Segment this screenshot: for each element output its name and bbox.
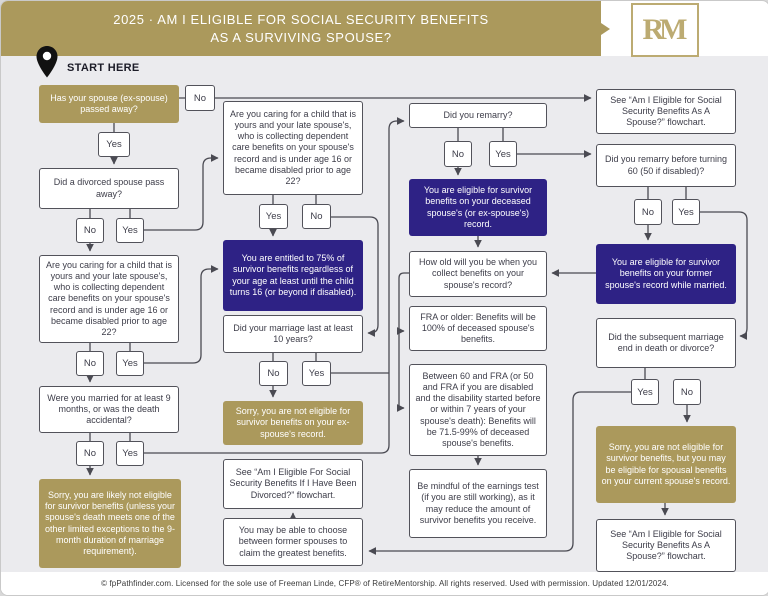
q-married-9-months: Were you married for at least 9 months, or was the death accidental?	[39, 386, 179, 433]
yes-chip-remarry: Yes	[489, 141, 517, 167]
start-here	[35, 45, 139, 79]
yes-chip-before-60: Yes	[672, 199, 700, 225]
q-remarry-before-60: Did you remarry before turning 60 (50 if disabled)?	[596, 144, 736, 187]
no-chip-subsequent: No	[673, 379, 701, 405]
start-here-label: START HERE	[67, 62, 140, 74]
page-title-line2: AS A SURVIVING SPOUSE?	[210, 29, 392, 45]
no-chip-9-months: No	[76, 441, 104, 466]
note-choose-between-spouses: You may be able to choose between former spouses to claim the greatest benefits.	[223, 518, 363, 566]
q-how-old-collect: How old will you be when you collect benefits on your spouse's record?	[409, 251, 547, 297]
yes-chip-subsequent: Yes	[631, 379, 659, 405]
outcome-eligible-former: You are eligible for survivor benefits on your former spouse's record while married.	[596, 244, 736, 304]
no-chip-remarry: No	[444, 141, 472, 167]
yes-chip-spouse-passed: Yes	[98, 132, 130, 157]
q-spouse-passed: Has your spouse (ex-spouse) passed away?	[39, 85, 179, 123]
no-chip-before-60: No	[634, 199, 662, 225]
page-title-line1: 2025 · AM I ELIGIBLE FOR SOCIAL SECURITY BENEFITS	[113, 11, 489, 27]
yes-chip-caring-widow: Yes	[116, 351, 144, 376]
yes-chip-10-years: Yes	[302, 361, 331, 386]
ref-see-spouse-flowchart-top: See “Am I Eligible for Social Security Benefits As A Spouse?” flowchart.	[596, 89, 736, 134]
yes-chip-9-months: Yes	[116, 441, 144, 466]
outcome-eligible-deceased: You are eligible for survivor benefits on your deceased spouse's (or ex-spouse's) record.	[409, 179, 547, 236]
q-did-you-remarry: Did you remarry?	[409, 103, 547, 128]
ref-see-divorced-flowchart: See “Am I Eligible For Social Security Benefits If I Have Been Divorced?” flowchart.	[223, 459, 363, 509]
no-chip-divorced: No	[76, 218, 104, 243]
q-divorced-passed: Did a divorced spouse pass away?	[39, 168, 179, 209]
outcome-likely-not-eligible: Sorry, you are likely not eligible for survivor benefits (unless your spouse's death meets one of the other limited exceptions to the 9-month duration of marriage requirement).	[39, 479, 181, 568]
yes-chip-divorced: Yes	[116, 218, 144, 243]
footer	[1, 572, 768, 595]
info-between-60-fra: Between 60 and FRA (or 50 and FRA if you are disabled and the disability started before or within 7 years of your spouse's death): Benefits will be 71.5-99% of deceased spouse's benefits.	[409, 364, 547, 456]
footer-license-text: © fpPathfinder.com. Licensed for the sole use of Freeman Linde, CFP® of RetireMentorship. All rights reserved. Used with permission. Updated 12/01/2024.	[101, 579, 669, 588]
q-marriage-10-years: Did your marriage last at least 10 years?	[223, 315, 363, 353]
connector-howold-branch	[399, 273, 409, 408]
q-subsequent-marriage: Did the subsequent marriage end in death or divorce?	[596, 318, 736, 368]
no-chip-10-years: No	[259, 361, 288, 386]
no-chip-caring-widow: No	[76, 351, 104, 376]
logo	[631, 3, 699, 57]
logo-monogram: RM	[642, 13, 683, 46]
no-chip-caring-divorced: No	[302, 204, 331, 229]
map-pin-icon	[35, 45, 59, 79]
q-caring-child-widow: Are you caring for a child that is yours and your late spouse's, who is collecting dependent care benefits on your spouse's record and is under age 16 or became disabled prior to age 22?	[39, 255, 179, 343]
yes-chip-caring-divorced: Yes	[259, 204, 288, 229]
ref-see-spouse-flowchart-bottom: See “Am I Eligible for Social Security Benefits As A Spouse?” flowchart.	[596, 519, 736, 572]
note-earnings-test: Be mindful of the earnings test (if you are still working), as it may reduce the amount of survivor benefits you receive.	[409, 469, 547, 538]
outcome-not-eligible-ex: Sorry, you are not eligible for survivor benefits on your ex-spouse's record.	[223, 401, 363, 445]
q-caring-child-divorced: Are you caring for a child that is yours and your late spouse's, who is collecting dependent care benefits on your spouse's record and is under age 16 or became disabled prior to age 22?	[223, 101, 363, 195]
banner-notch	[601, 23, 610, 35]
outcome-entitled-75: You are entitled to 75% of survivor benefits regardless of your age at least until the child turns 16 (or beyond if disabled).	[223, 240, 363, 311]
info-fra-or-older: FRA or older: Benefits will be 100% of deceased spouse's benefits.	[409, 306, 547, 351]
outcome-not-eligible-spousal: Sorry, you are not eligible for survivor benefits, but you may be eligible for spousal benefits on your current spouse's record.	[596, 426, 736, 503]
no-chip-spouse-passed: No	[185, 85, 215, 111]
